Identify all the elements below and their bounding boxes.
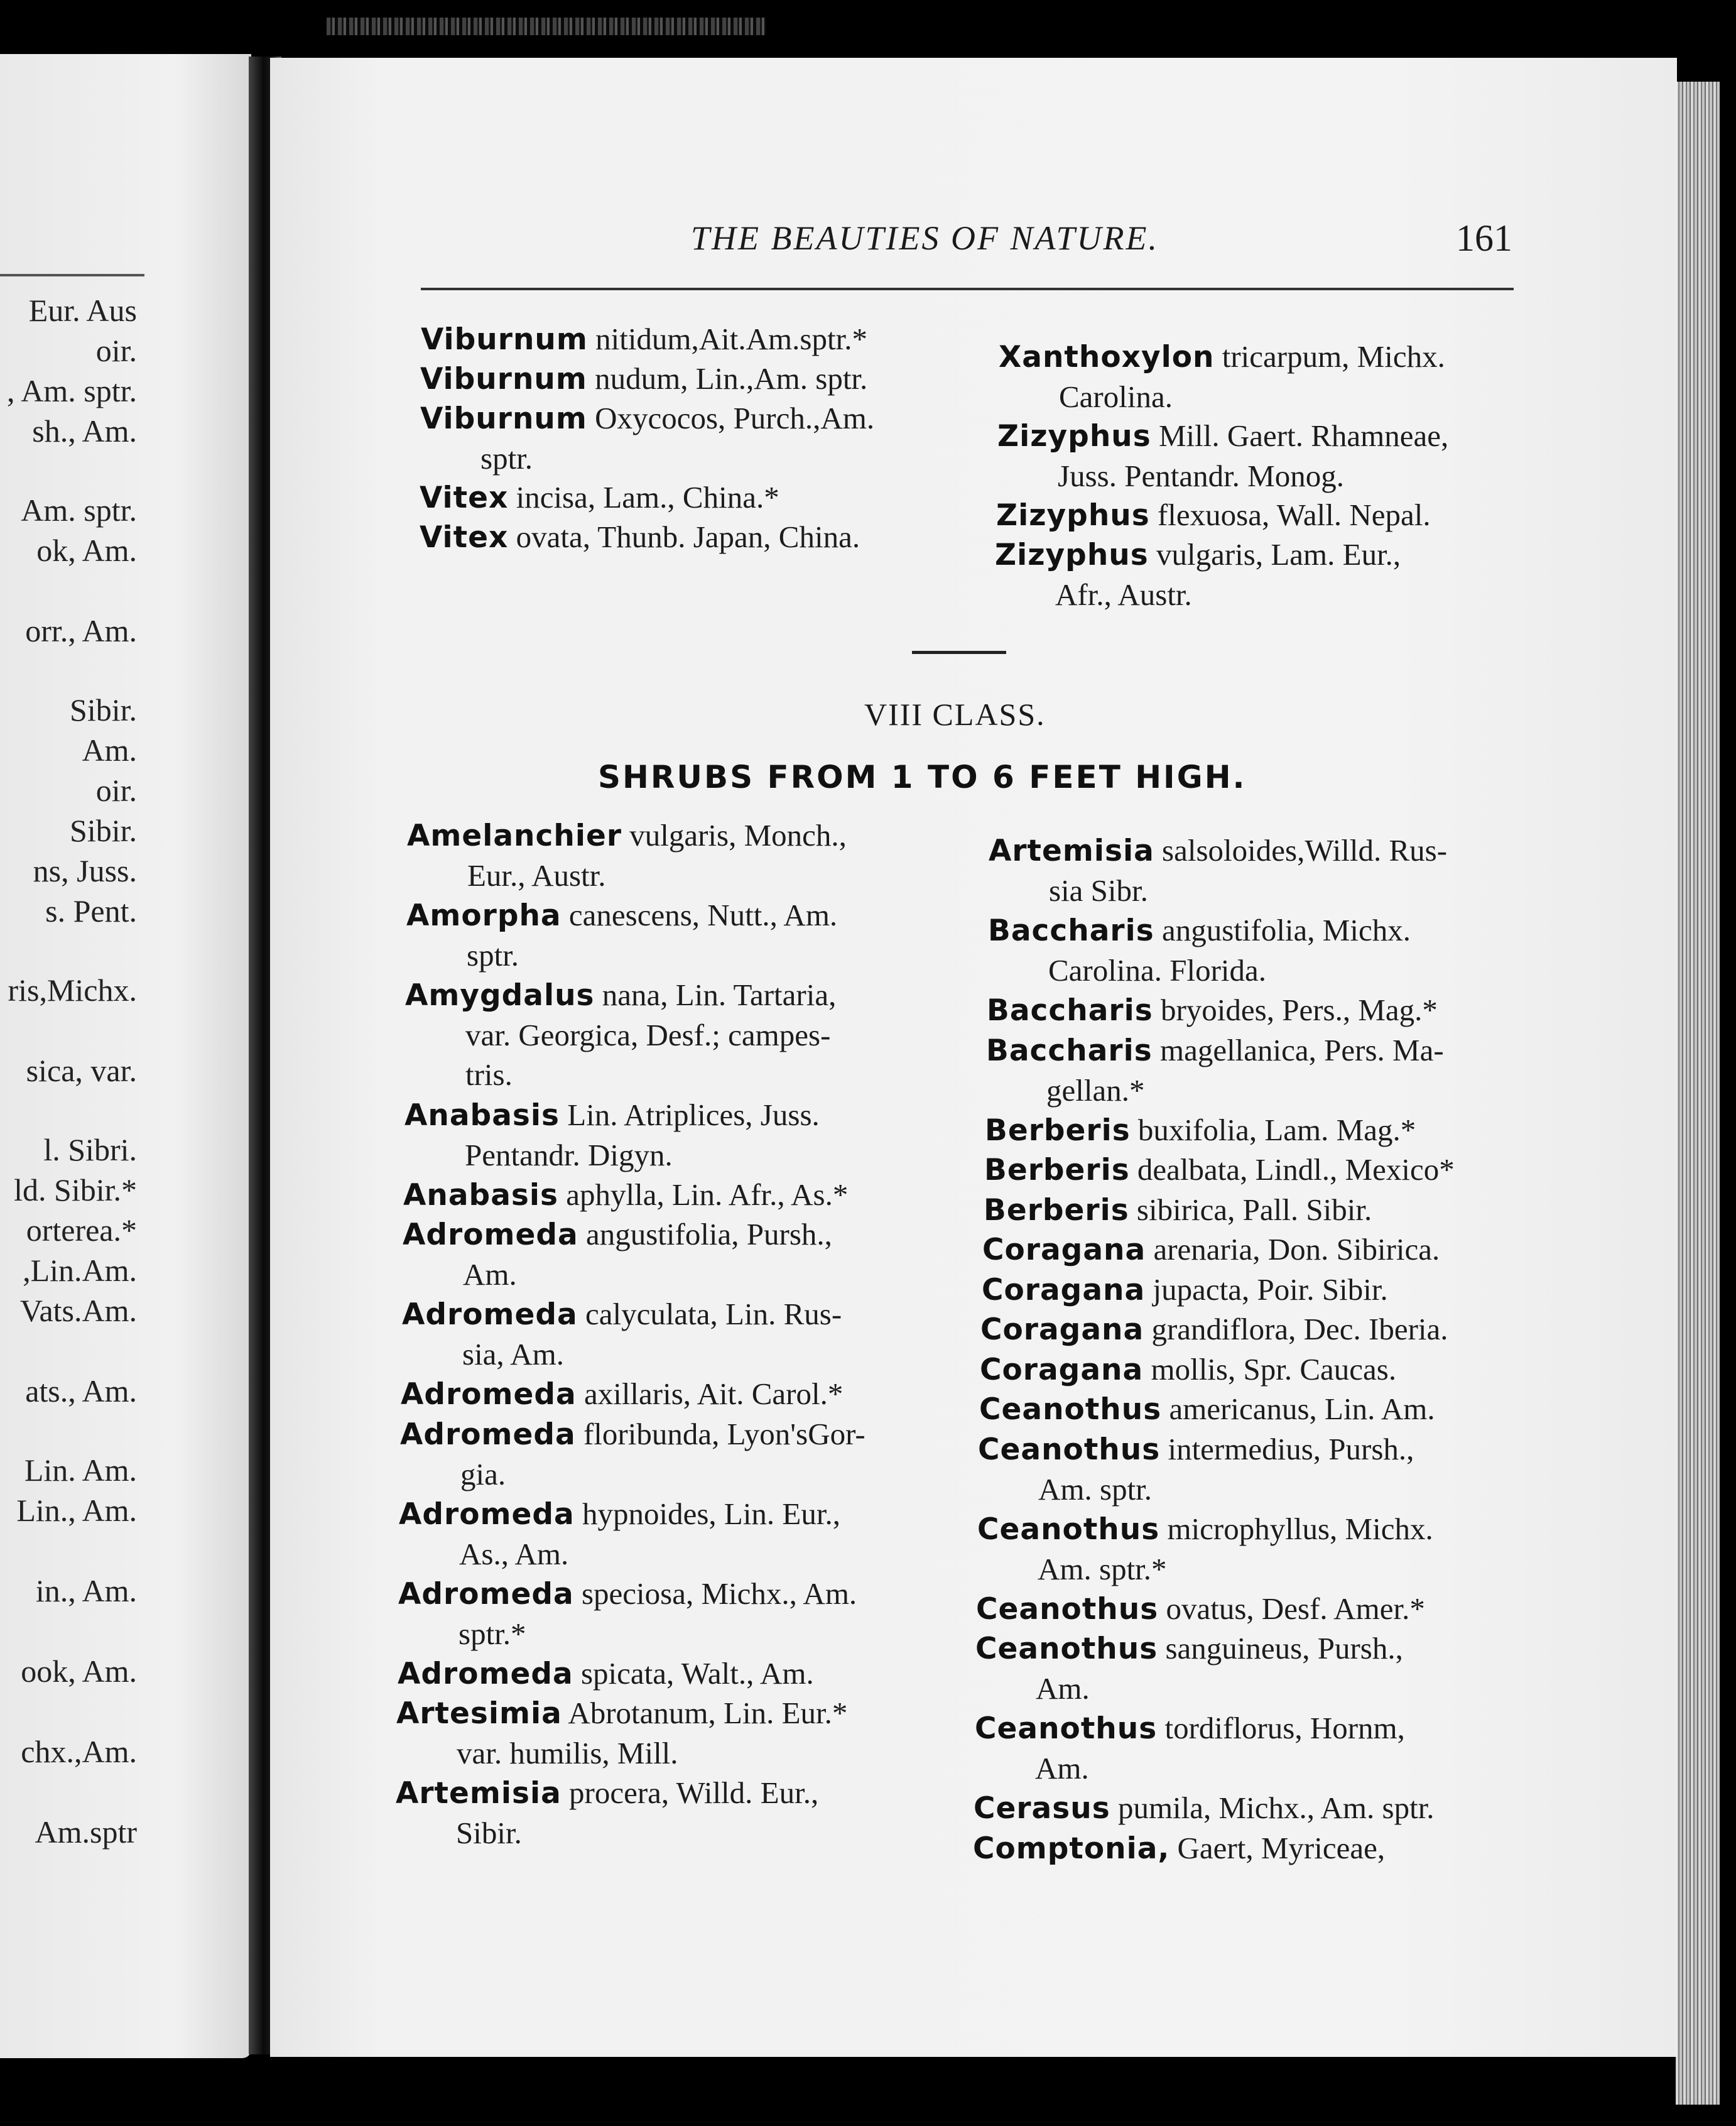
genus-name: Artemisia — [396, 1776, 561, 1811]
entry-continuation: sptr.* — [458, 1616, 526, 1651]
species-entry — [399, 1494, 840, 1574]
genus-name: Baccharis — [988, 913, 1154, 948]
entry-continuation: Afr., Austr. — [1055, 577, 1192, 612]
genus-name: Adromeda — [402, 1297, 578, 1332]
species-detail: tricarpum, Michx. — [1214, 339, 1445, 374]
species-entry — [979, 1389, 1435, 1429]
species-entry — [404, 1095, 820, 1175]
species-detail: hypnoides, Lin. Eur., — [574, 1496, 840, 1531]
species-detail: flexuosa, Wall. Nepal. — [1149, 498, 1431, 532]
species-detail: Gaert, Myriceae, — [1169, 1830, 1386, 1865]
genus-name: Amorpha — [406, 898, 561, 933]
species-detail: speciosa, Michx., Am. — [573, 1576, 857, 1611]
species-detail: procera, Willd. Eur., — [561, 1775, 819, 1810]
species-detail: floribunda, Lyon'sGor- — [575, 1416, 865, 1451]
species-entry — [405, 975, 836, 1094]
species-entry — [977, 1509, 1433, 1589]
genus-name: Baccharis — [987, 993, 1153, 1028]
species-entry — [401, 1374, 843, 1414]
species-detail: bryoides, Pers., Mag.* — [1153, 993, 1438, 1027]
facing-page-line: s. Pent. — [45, 893, 137, 929]
entry-continuation: sptr. — [467, 938, 519, 973]
species-entry — [976, 1589, 1425, 1629]
entry-continuation: var. humilis, Mill. — [457, 1736, 678, 1770]
entry-continuation: As., Am. — [459, 1536, 569, 1571]
facing-page-line: ris,Michx. — [8, 973, 137, 1008]
species-entry — [987, 990, 1438, 1030]
facing-page-line: orterea.* — [26, 1213, 137, 1248]
entry-continuation: gellan.* — [1046, 1072, 1145, 1108]
species-entry — [420, 359, 867, 399]
genus-name: Adromeda — [398, 1656, 573, 1691]
facing-page-line: sh., Am. — [32, 413, 137, 449]
entry-continuation: gia. — [460, 1456, 506, 1491]
species-detail: Oxycocos, Purch.,Am. — [587, 401, 875, 435]
page-edges — [1676, 82, 1720, 2105]
species-entry — [421, 319, 867, 359]
species-entry — [978, 1429, 1414, 1509]
class-title: VIII CLASS. — [864, 697, 1046, 732]
genus-name: Ceanothus — [975, 1632, 1158, 1666]
facing-page-rule — [0, 274, 144, 276]
genus-name: Anabasis — [403, 1177, 558, 1213]
species-entry — [985, 1110, 1416, 1150]
genus-name: Viburnum — [420, 362, 587, 396]
facing-page-line: oir. — [95, 773, 137, 808]
entry-continuation: Carolina. — [1059, 379, 1173, 414]
entry-continuation: Juss. Pentandr. Monog. — [1058, 459, 1345, 493]
species-entry — [403, 1214, 832, 1294]
species-detail: nitidum,Ait.Am.sptr.* — [587, 322, 867, 356]
species-detail: intermedius, Pursh., — [1160, 1431, 1414, 1466]
genus-name: Vitex — [420, 481, 509, 515]
species-detail: magellanica, Pers. Ma- — [1152, 1032, 1444, 1067]
species-detail: spicata, Walt., Am. — [573, 1655, 814, 1691]
genus-name: Adromeda — [399, 1496, 575, 1532]
genus-name: Ceanothus — [979, 1392, 1162, 1427]
facing-page-line: Eur. Aus — [28, 293, 137, 328]
species-entry — [407, 815, 847, 895]
species-entry — [984, 1190, 1372, 1230]
species-entry — [982, 1229, 1440, 1270]
entry-continuation: Pentandr. Digyn. — [465, 1137, 673, 1172]
species-entry — [403, 1175, 848, 1215]
entry-continuation: Am. sptr.* — [1038, 1551, 1167, 1586]
entry-continuation: Carolina. Florida. — [1048, 953, 1267, 988]
species-detail: vulgaris, Lam. Eur., — [1148, 537, 1401, 572]
genus-name: Adromeda — [401, 1377, 577, 1412]
species-detail: Abrotanum, Lin. Eur.* — [561, 1696, 848, 1730]
entry-continuation: Eur., Austr. — [467, 858, 606, 893]
genus-name: Ceanothus — [978, 1432, 1161, 1467]
species-entry — [974, 1788, 1435, 1828]
genus-name: Cerasus — [974, 1791, 1110, 1826]
species-detail: microphyllus, Michx. — [1159, 1511, 1433, 1546]
entry-continuation: sia Sibr. — [1049, 873, 1148, 908]
genus-name: Coragana — [982, 1272, 1146, 1307]
facing-page-line: ok, Am. — [36, 533, 137, 568]
species-detail: pumila, Michx., Am. sptr. — [1110, 1791, 1435, 1825]
species-entry — [980, 1349, 1396, 1390]
species-detail: axillaris, Ait. Carol.* — [576, 1376, 844, 1411]
genus-name: Amygdalus — [405, 978, 595, 1013]
genus-name: Coragana — [980, 1312, 1144, 1347]
entry-continuation: var. Georgica, Desf.; campes- — [465, 1018, 831, 1052]
entry-continuation: sia, Am. — [462, 1337, 564, 1371]
species-entry — [996, 495, 1431, 535]
genus-name: Comptonia, — [973, 1831, 1170, 1866]
facing-page-line: Lin. Am. — [24, 1453, 137, 1488]
genus-name: Vitex — [420, 520, 509, 555]
species-detail: angustifolia, Michx. — [1154, 913, 1411, 947]
species-detail: nana, Lin. Tartaria, — [594, 978, 837, 1012]
species-detail: Mill. Gaert. Rhamneae, — [1151, 418, 1449, 453]
entry-continuation: tris. — [465, 1057, 513, 1092]
genus-name: Coragana — [982, 1233, 1146, 1267]
species-detail: mollis, Spr. Caucas. — [1143, 1351, 1397, 1387]
genus-name: Zizyphus — [997, 419, 1151, 454]
species-entry — [975, 1628, 1403, 1708]
species-entry — [420, 477, 779, 518]
species-detail: arenaria, Don. Sibirica. — [1146, 1232, 1440, 1267]
entry-continuation: Sibir. — [456, 1816, 522, 1850]
species-detail: vulgaris, Monch., — [622, 818, 847, 853]
species-entry — [396, 1773, 818, 1853]
species-entry — [986, 1030, 1444, 1110]
genus-name: Berberis — [985, 1113, 1131, 1148]
facing-page-line: ld. Sibir.* — [14, 1172, 137, 1207]
genus-name: Zizyphus — [995, 538, 1149, 572]
facing-page-line: Am. sptr. — [21, 493, 137, 528]
genus-name: Berberis — [984, 1153, 1130, 1187]
entry-continuation: Am. — [1035, 1751, 1089, 1785]
species-entry — [999, 337, 1445, 417]
species-entry — [396, 1693, 847, 1773]
species-detail: angustifolia, Pursh., — [578, 1217, 832, 1251]
facing-page-line: in., Am. — [35, 1573, 137, 1608]
entry-continuation: Am. sptr. — [1038, 1471, 1153, 1507]
genus-name: Berberis — [984, 1192, 1129, 1228]
species-detail: calyculata, Lin. Rus- — [577, 1297, 842, 1331]
genus-name: Adromeda — [403, 1218, 578, 1252]
genus-name: Ceanothus — [975, 1711, 1158, 1746]
species-detail: tordiflorus, Hornm, — [1157, 1711, 1405, 1745]
entry-continuation: Am. — [1036, 1671, 1090, 1706]
species-entry — [988, 910, 1411, 990]
species-detail: ovatus, Desf. Amer.* — [1158, 1591, 1425, 1626]
facing-page-line: orr., Am. — [25, 613, 137, 648]
species-entry — [980, 1309, 1448, 1349]
genus-name: Artesimia — [396, 1696, 562, 1731]
species-entry — [420, 398, 874, 478]
species-entry — [975, 1708, 1405, 1788]
species-detail: aphylla, Lin. Afr., As.* — [558, 1177, 849, 1212]
entry-continuation: Am. — [463, 1257, 517, 1292]
species-detail: nudum, Lin.,Am. sptr. — [587, 361, 868, 396]
facing-page-line: ats., Am. — [25, 1373, 137, 1409]
species-detail: sibirica, Pall. Sibir. — [1129, 1192, 1372, 1227]
species-detail: salsoloides,Willd. Rus- — [1154, 833, 1448, 868]
facing-page-line: Sibir. — [70, 813, 137, 848]
facing-page-line: ,Lin.Am. — [23, 1253, 137, 1288]
genus-name: Artemisia — [989, 834, 1154, 868]
species-detail: jupacta, Poir. Sibir. — [1145, 1272, 1388, 1307]
genus-name: Coragana — [980, 1352, 1144, 1387]
genus-name: Zizyphus — [996, 498, 1150, 533]
genus-name: Ceanothus — [977, 1512, 1160, 1547]
facing-page-line: Am. — [82, 733, 137, 768]
facing-page-line: chx.,Am. — [21, 1734, 137, 1769]
species-entry — [984, 1150, 1455, 1190]
species-detail: canescens, Nutt., Am. — [561, 898, 838, 932]
genus-name: Viburnum — [420, 401, 587, 436]
facing-page-fragment — [0, 54, 251, 2058]
species-entry — [398, 1654, 814, 1694]
running-head: THE BEAUTIES OF NATURE. — [691, 219, 1159, 257]
species-entry — [995, 535, 1401, 614]
species-detail: grandiflora, Dec. Iberia. — [1144, 1312, 1448, 1346]
entry-continuation: sptr. — [480, 441, 533, 476]
facing-page-line: Vats.Am. — [19, 1293, 137, 1328]
species-entry — [989, 831, 1447, 910]
species-entry — [406, 895, 837, 975]
genus-name: Adromeda — [400, 1417, 576, 1452]
facing-page-line: l. Sibri. — [43, 1132, 137, 1167]
facing-page-line: oir. — [95, 333, 137, 368]
header-rule — [421, 288, 1514, 290]
genus-name: Anabasis — [404, 1098, 560, 1133]
facing-page-line: Sibir. — [70, 692, 137, 728]
facing-page-line: Am.sptr — [35, 1814, 137, 1850]
species-entry — [400, 1414, 865, 1494]
species-detail: ovata, Thunb. Japan, China. — [508, 520, 860, 554]
facing-page-line: ook, Am. — [21, 1654, 137, 1689]
species-entry — [402, 1294, 842, 1374]
species-detail: sanguineus, Pursh., — [1158, 1631, 1403, 1665]
facing-page-line: ns, Juss. — [33, 853, 137, 888]
genus-name: Xanthoxylon — [999, 340, 1215, 374]
genus-name: Baccharis — [986, 1033, 1153, 1068]
page-number: 161 — [1456, 217, 1512, 259]
genus-name: Adromeda — [398, 1576, 574, 1611]
facing-page-line: sica, var. — [26, 1053, 137, 1088]
species-detail: dealbata, Lindl., Mexico* — [1129, 1152, 1455, 1187]
species-entry — [997, 416, 1448, 496]
species-detail: incisa, Lam., China.* — [508, 480, 779, 515]
species-entry — [398, 1574, 857, 1654]
section-title: SHRUBS FROM 1 TO 6 FEET HIGH. — [598, 759, 1247, 795]
species-entry — [973, 1828, 1385, 1868]
species-entry — [420, 517, 860, 557]
species-detail: Lin. Atriplices, Juss. — [559, 1097, 820, 1132]
film-scan-artifact — [327, 18, 766, 35]
facing-page-line: , Am. sptr. — [7, 373, 137, 408]
species-entry — [982, 1270, 1388, 1310]
genus-name: Viburnum — [421, 322, 588, 357]
section-divider — [912, 651, 1006, 654]
facing-page-line: Lin., Am. — [16, 1493, 137, 1528]
species-detail: buxifolia, Lam. Mag.* — [1130, 1112, 1416, 1147]
genus-name: Amelanchier — [407, 819, 622, 853]
genus-name: Ceanothus — [976, 1591, 1159, 1627]
species-detail: americanus, Lin. Am. — [1161, 1392, 1435, 1426]
